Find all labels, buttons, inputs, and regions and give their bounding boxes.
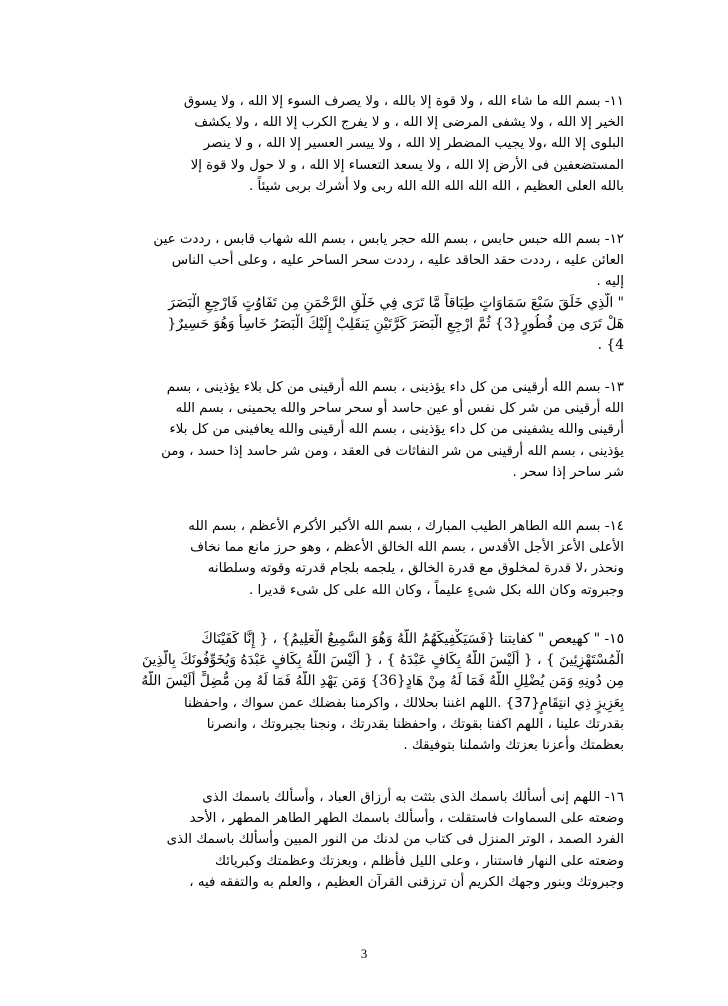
paragraph-line: ١٢- بسم الله حبس حابس ، بسم الله حجر يابس ، بسم الله شهاب قابس ، رددت عين <box>153 232 624 247</box>
paragraph-16 <box>108 787 624 893</box>
paragraph-line: العائن عليه ، رددت حقد الحاقد عليه ، رددت سحر الساحر عليه ، وعلى أحب الناس <box>171 253 624 269</box>
page-number: 3 <box>360 946 368 961</box>
paragraph-line: ١١- بسم الله ما شاء الله ، ولا قوة إلا بالله ، ولا يصرف السوء إلا الله ، ولا يسوق <box>183 94 624 109</box>
quran-verse-line: الْمُسْتَهْزِئِينَ } ، { أَلَيْسَ اللَّهُ بِكَافٍ عَبْدَهُ } ، { أَلَيْسَ اللَّهُ بِكَافٍ عَبْدَهُ وَيُخَوِّفُونَكَ بِالَّذِينَ <box>142 652 624 669</box>
paragraph-15 <box>108 629 624 756</box>
quran-verse-line: ١٥- " كهيعص " كفايتنا {فَسَيَكْفِيكَهُمُ اللّهُ وَهُوَ السَّمِيعُ الْعَلِيمُ} ، { إِنَّا كَفَيْنَاكَ <box>201 631 624 647</box>
paragraph-line: الفرد الصمد ، الوتر المنزل فى كتاب من لدنك من النور المبين وأسألك باسمك الذى <box>166 832 624 848</box>
paragraph-line: ١٣- بسم الله أرقينى من كل داء يؤذينى ، بسم الله أرقينى من كل بلاء يؤذينى ، بسم <box>166 380 624 395</box>
paragraph-line: ونحذر ،لا قدرة لمخلوق مع قدرة الخالق ، يلجمه بلجام قدرته وقوته وسلطانه <box>207 561 624 577</box>
paragraph-11 <box>108 91 624 197</box>
quran-verse-line: " الَّذِي خَلَقَ سَبْعَ سَمَاوَاتٍ طِبَاقاً مَّا تَرَى فِي خَلْقِ الرَّحْمَنِ مِن تَفَاوُتٍ فَارْجِعِ الْبَصَرَ <box>168 294 624 311</box>
paragraph-line: وضعته على النهار فاستنار ، وعلى الليل فأظلم ، وبعزتك وعظمتك وكبريائك <box>214 853 624 869</box>
quran-verse-line: هَلْ تَرَى مِن فُطُورٍ{3} ثُمَّ ارْجِعِ الْبَصَرَ كَرَّتَيْنِ يَنقَلِبْ إِلَيْكَ الْبَصَرُ خَاسِأً وَهُوَ حَسِيرٌ{ <box>167 315 624 332</box>
paragraph-line: المستضعفين فى الأرض إلا الله ، ولا يسعد التعساء إلا الله ، و لا حول ولا قوة إلا <box>190 157 624 173</box>
paragraph-line: الأعلى الأعز الأجل الأقدس ، بسم الله الخالق الأعظم ، وهو حرز مانع مما نخاف <box>190 540 624 556</box>
paragraph-line: ١٦- اللهم إنى أسألك باسمك الذى بثثت به أرزاق العباد ، وأسألك باسمك الذى <box>202 790 624 805</box>
paragraph-line: بقدرتك علينا ، اللهم اكفنا بقوتك ، واحفظنا بقدرتك ، ونجنا بجبروتك ، وانصرنا <box>206 716 624 732</box>
paragraph-line: الله أرقينى من شر كل نفس أو عين حاسد أو سحر ساحر والله يحمينى ، بسم الله <box>175 401 624 417</box>
paragraph-line: الخير إلا الله ، ولا يشفى المرضى إلا الله ، و لا يفرج الكرب إلا الله ، ولا يكشف <box>194 115 624 131</box>
paragraph-line: ١٤- بسم الله الطاهر الطيب المبارك ، بسم الله الأكبر الأكرم الأعظم ، بسم الله <box>188 519 624 534</box>
paragraph-line: أرقينى والله يشفينى من كل داء يؤذينى ، بسم الله أرقينى والله يعافينى من كل بلاء <box>169 422 624 438</box>
paragraph-line: إليه . <box>596 274 624 290</box>
paragraph-line: بالله العلى العظيم ، الله الله الله الله الله ربى ولا أشرك بربى شيئاً . <box>249 178 624 194</box>
paragraph-line: يؤذينى ، بسم الله أرقينى من شر النفاثات فى العقد ، ومن شر حاسد إذا حسد ، ومن <box>161 443 624 459</box>
quran-verse-line: 4} . <box>597 337 624 354</box>
paragraph-line: البلوى إلا الله ،ولا يجيب المضطر إلا الله ، ولا ييسر العسير إلا الله ، و لا ينصر <box>203 136 624 152</box>
paragraph-12 <box>108 229 624 356</box>
paragraph-line: وجبروتك وبنور وجهك الكريم أن ترزقنى القرآن العظيم ، والعلم به والتفقه فيه ، <box>189 874 624 890</box>
paragraph-line: بعظمتك وأعزنا بعزتك واشملنا بتوفيقك . <box>403 738 624 754</box>
paragraph-line: بِعَزِيزٍ ذِي انتِقَامٍ{37} .اللهم اغننا بحلالك ، واكرمنا بفضلك عمن سواك ، واحفظنا <box>183 695 624 711</box>
paragraph-line: شر ساحر إذا سحر . <box>512 464 624 480</box>
paragraph-line: وجبروته وكان الله بكل شىءٍ عليماً ، وكان الله على كل شىء قديرا . <box>248 582 624 598</box>
paragraph-line: وضعته على السماوات فاستقلت ، وأسألك باسمك الطهر الطاهر المطهر ، الأحد <box>189 811 624 827</box>
paragraph-14 <box>108 516 624 601</box>
quran-verse-line: مِن دُونِهِ وَمَن يُضْلِلِ اللَّهُ فَمَا لَهُ مِنْ هَادٍ{36} وَمَن يَهْدِ اللَّهُ فَمَا لَهُ مِن مُّضِلٍّ أَلَيْسَ اللَّهُ <box>141 673 624 690</box>
paragraph-13 <box>108 377 624 483</box>
